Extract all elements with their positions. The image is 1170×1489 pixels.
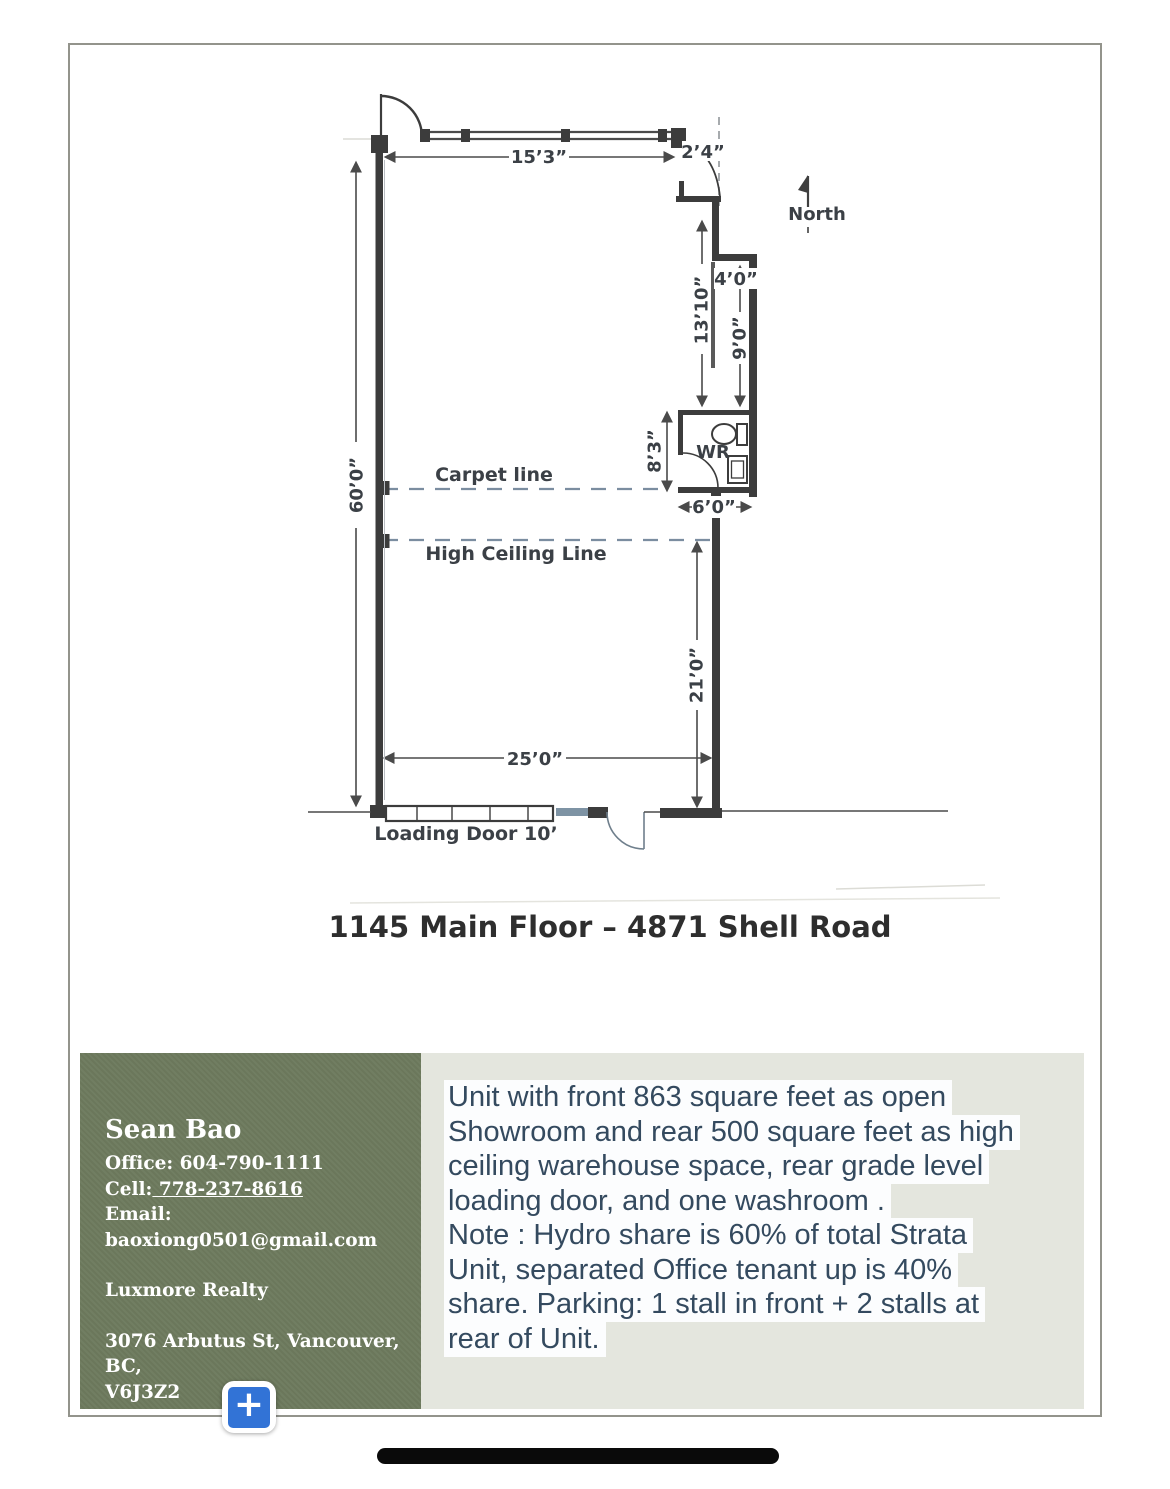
description-line: rear of Unit. [444, 1322, 1084, 1357]
plus-icon: + [233, 1384, 265, 1425]
cell-label: Cell: [105, 1178, 153, 1200]
dim-width-front: 15’3” [510, 147, 568, 168]
dim-unit-depth: 60’0” [346, 456, 368, 514]
floor-plan [250, 40, 1010, 970]
agent-name: Sean Bao [105, 1115, 242, 1145]
walls [370, 128, 757, 818]
email-label: Email: [105, 1204, 172, 1225]
dim-entry-door: 2’4” [681, 142, 725, 163]
toilet-tank-icon [737, 424, 747, 445]
cell-number: 778-237-8616 [152, 1178, 303, 1200]
dim-width-rear: 25’0” [506, 749, 564, 770]
plan-title: 1145 Main Floor – 4871 Shell Road [328, 910, 892, 944]
description-line: Showroom and rear 500 square feet as high [444, 1115, 1084, 1150]
scan-artifacts [343, 139, 1000, 903]
toilet-icon [712, 424, 736, 444]
add-button[interactable] [222, 1381, 276, 1433]
description-panel [421, 1053, 1084, 1409]
spacer [105, 1253, 407, 1278]
interior-dashed-lines [383, 489, 711, 540]
cell-phone [105, 1177, 407, 1203]
north-label: North [788, 204, 846, 225]
company-name: Luxmore Realty [105, 1280, 268, 1301]
description-line: Note : Hydro share is 60% of total Strata [444, 1218, 1084, 1253]
high-ceiling-label: High Ceiling Line [425, 543, 607, 565]
description-line: share. Parking: 1 stall in front + 2 stalls at [444, 1287, 1084, 1322]
carpet-line-label: Carpet line [435, 464, 553, 486]
spacer [105, 1304, 407, 1329]
description-line: loading door, and one washroom . [444, 1184, 1084, 1219]
address-line-2: V6J3Z2 [105, 1381, 181, 1403]
office-phone: Office: 604-790-1111 [105, 1153, 324, 1174]
dim-niche-length: 9’0” [729, 316, 751, 360]
address-line-1: 3076 Arbutus St, Vancouver, BC, [105, 1330, 400, 1377]
home-indicator[interactable] [377, 1448, 779, 1464]
loading-door-label: Loading Door 10’ [374, 823, 558, 845]
dim-washroom-width: 6’0” [692, 497, 736, 518]
contact-card [80, 1053, 421, 1409]
description-line: ceiling warehouse space, rear grade level [444, 1149, 1084, 1184]
plan-labels [346, 142, 846, 845]
description-line: Unit with front 863 square feet as open [444, 1080, 1084, 1115]
email-address: baoxiong0501@gmail.com [105, 1229, 378, 1251]
dim-warehouse-depth: 21’0” [686, 646, 708, 704]
washroom-label: WR [696, 442, 730, 463]
dim-washroom-depth: 8’3” [644, 429, 666, 473]
dim-niche-width: 4’0” [714, 269, 758, 290]
description-line: Unit, separated Office tenant up is 40% [444, 1253, 1084, 1288]
add-button-tile [228, 1384, 270, 1428]
dim-corridor-length: 13’10” [691, 275, 713, 345]
